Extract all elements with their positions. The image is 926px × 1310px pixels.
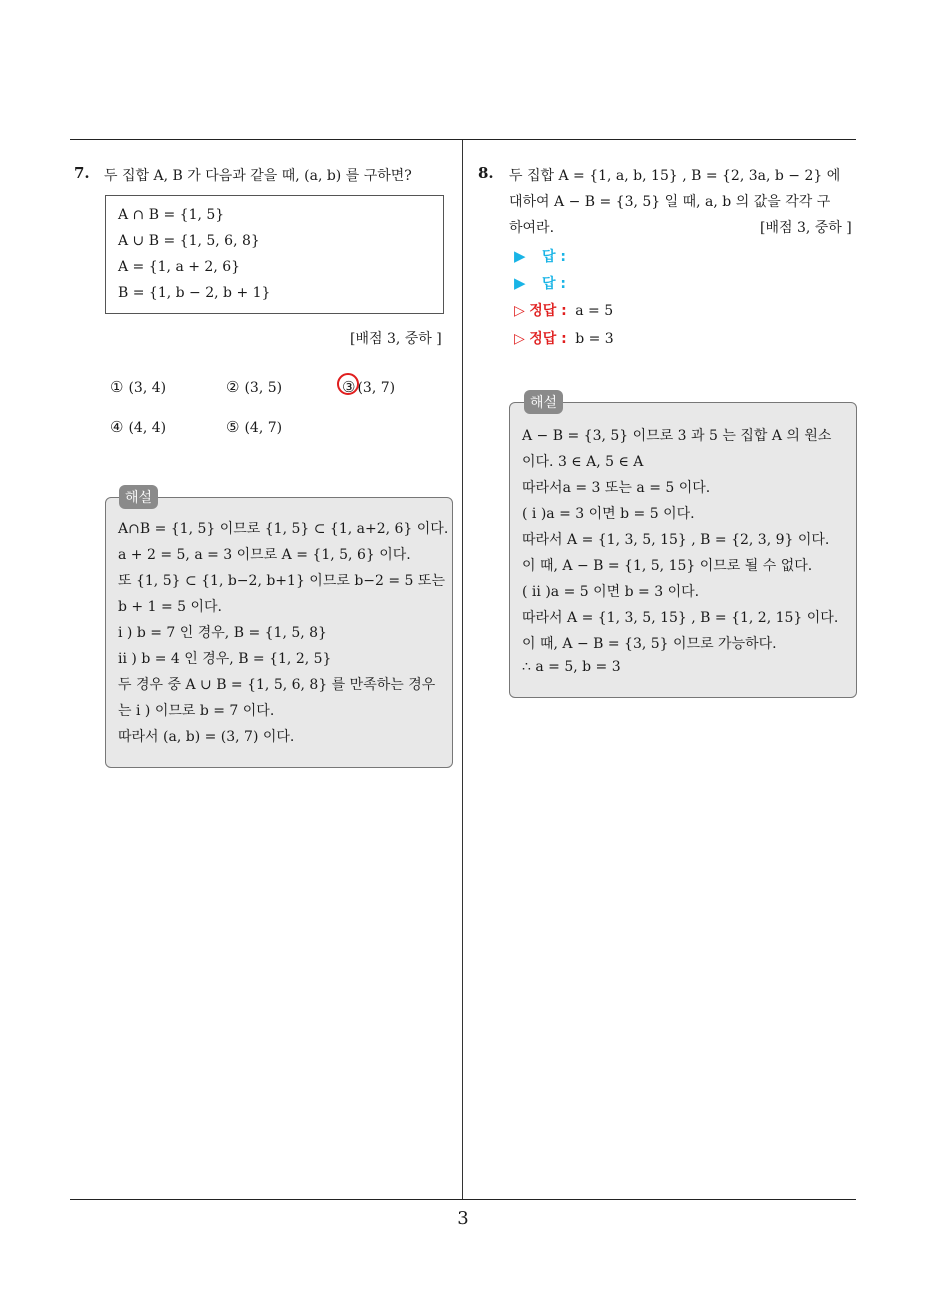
q7-choice-2-number: ② [226,378,240,396]
q7-solution-line-2: a + 2 = 5, a = 3 이므로 A = {1, 5, 6} 이다. [118,547,411,563]
q8-solution-line-2: 이다. 3 ∈ A, 5 ∈ A [522,454,644,470]
q8-solution-line-6: 이 때, A − B = {1, 5, 15} 이므로 될 수 없다. [522,558,813,574]
triangle-outline-icon: ▷ [514,331,525,347]
answer-label: 답 : [542,249,566,265]
q7-solution-box [105,497,453,768]
q7-choice-4[interactable] [110,418,166,436]
q7-solution-line-8: 는 i ) 이므로 b = 7 이다. [118,703,275,719]
q7-solution-line-6: ii ) b = 4 인 경우, B = {1, 2, 5} [118,651,332,667]
q7-solution-tag: 해설 [119,485,158,509]
q7-points: [배점 3, 중하 ] [350,331,442,347]
q8-solution-line-10: ∴ a = 5, b = 3 [522,659,621,675]
q8-solution-line-5: 따라서 A = {1, 3, 5, 15} , B = {2, 3, 9} 이다. [522,532,830,548]
q8-answer-2[interactable] [514,273,566,293]
q8-correct-1 [514,300,613,320]
bottom-rule [70,1199,856,1200]
q7-choice-3-text: (3, 7) [357,380,396,396]
correct-value: a = 5 [575,303,614,319]
q7-choice-4-number: ④ [110,418,124,436]
q7-number: 7. [74,164,90,182]
q7-condition-3: A = {1, a + 2, 6} [118,259,241,275]
q8-number: 8. [478,164,494,182]
top-rule [70,139,856,140]
q7-choice-3-number: ③ [342,378,356,396]
q7-solution-line-1: A∩B = {1, 5} 이므로 {1, 5} ⊂ {1, a+2, 6} 이다. [118,521,449,537]
q7-solution-line-7: 두 경우 중 A ∪ B = {1, 5, 6, 8} 를 만족하는 경우 [118,677,436,693]
q7-choice-1-text: (3, 4) [128,380,167,396]
q7-condition-box [105,195,444,314]
column-divider [462,140,463,1200]
q8-stem-line-1: 두 집합 A = {1, a, b, 15} , B = {2, 3a, b − 2} 에 [509,168,841,184]
q8-solution-box [509,402,857,698]
answer-label: 답 : [542,276,566,292]
correct-label: 정답 : [529,303,567,319]
q8-solution-line-8: 따라서 A = {1, 3, 5, 15} , B = {1, 2, 15} 이다. [522,610,839,626]
page-number: 3 [457,1208,469,1229]
q7-solution-line-9: 따라서 (a, b) = (3, 7) 이다. [118,729,295,745]
q7-choice-4-text: (4, 4) [128,420,167,436]
q7-solution-line-4: b + 1 = 5 이다. [118,599,222,615]
q8-solution-line-7: ( ii )a = 5 이면 b = 3 이다. [522,584,700,600]
q8-points: [배점 3, 중하 ] [760,220,852,236]
q8-stem-line-2: 대하여 A − B = {3, 5} 일 때, a, b 의 값을 각각 구 [509,194,831,210]
q7-solution-line-5: i ) b = 7 인 경우, B = {1, 5, 8} [118,625,327,641]
q8-solution-line-1: A − B = {3, 5} 이므로 3 과 5 는 집합 A 의 원소 [522,428,832,444]
q7-choice-2[interactable] [226,378,282,396]
q7-solution-line-3: 또 {1, 5} ⊂ {1, b−2, b+1} 이므로 b−2 = 5 또는 [118,573,445,589]
q8-solution-line-4: ( i )a = 3 이면 b = 5 이다. [522,506,695,522]
q7-choice-5-number: ⑤ [226,418,240,436]
q8-answer-1[interactable] [514,246,566,266]
q7-condition-2: A ∪ B = {1, 5, 6, 8} [118,233,260,249]
q8-solution-line-3: 따라서a = 3 또는 a = 5 이다. [522,480,711,496]
q7-condition-4: B = {1, b − 2, b + 1} [118,285,271,301]
q7-choice-5-text: (4, 7) [244,420,283,436]
q7-choice-5[interactable] [226,418,282,436]
q8-correct-2 [514,328,614,348]
q7-choice-2-text: (3, 5) [244,380,283,396]
q7-choice-1-number: ① [110,378,124,396]
play-icon: ▶ [514,274,526,292]
q7-choice-1[interactable] [110,378,166,396]
q8-solution-line-9: 이 때, A − B = {3, 5} 이므로 가능하다. [522,636,777,652]
q7-stem: 두 집합 A, B 가 다음과 같을 때, (a, b) 를 구하면? [104,168,412,184]
correct-answer-mark [337,373,359,395]
play-icon: ▶ [514,247,526,265]
q8-stem-line-3: 하여라. [509,220,555,236]
correct-label: 정답 : [529,331,567,347]
q8-solution-tag: 해설 [524,390,563,414]
correct-value: b = 3 [575,331,614,347]
triangle-outline-icon: ▷ [514,303,525,319]
q7-condition-1: A ∩ B = {1, 5} [118,207,225,223]
